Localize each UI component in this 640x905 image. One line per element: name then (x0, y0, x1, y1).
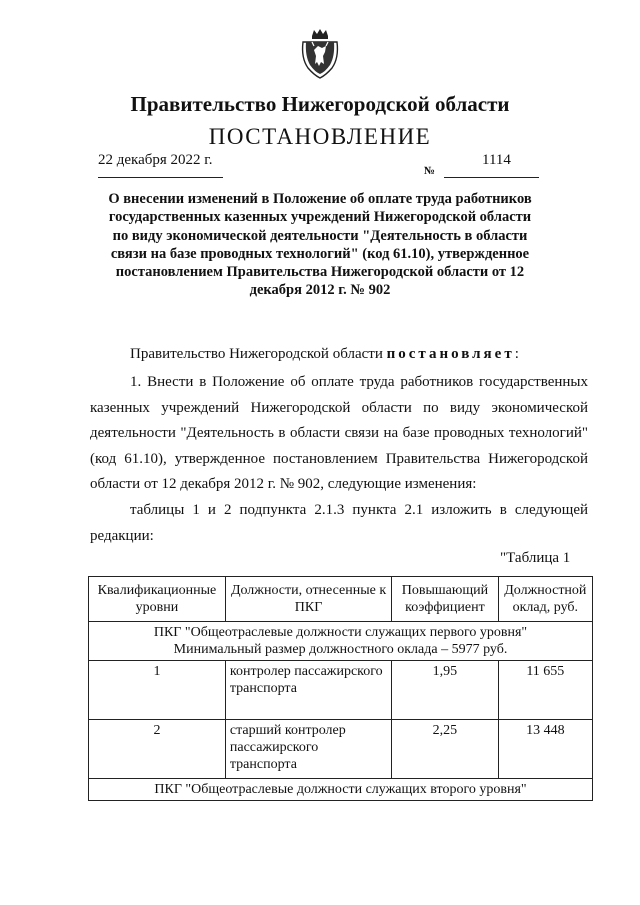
position-cell: контролер пассажирского транспорта (225, 661, 391, 720)
intro-suffix: : (514, 346, 519, 362)
document-date: 22 декабря 2022 г. (98, 152, 213, 168)
salary-cell: 11 655 (498, 661, 592, 720)
group-row (89, 622, 593, 661)
coefficient-cell: 1,95 (392, 661, 498, 720)
salary-table (88, 576, 593, 801)
number-sign: № (424, 165, 436, 177)
organization-name: Правительство Нижегородской области (130, 92, 510, 116)
group-2-cell: ПКГ "Общеотраслевые должности служащих второго уровня" (89, 779, 593, 801)
tables-change-paragraph: таблицы 1 и 2 подпункта 2.1.3 пункта 2.1 изложить в следующей редакции: (90, 502, 588, 544)
resolution-intro (130, 346, 519, 363)
document-number: 1114 (482, 152, 511, 168)
date-underline (98, 177, 223, 178)
item-1-paragraph: 1. Внести в Положение об оплате труда работников государственных казенных учреждений Нижегородской области по виду экономической деятельности "Деятельность в области связи на базе проводных технологий" (код 61.10), утвержденное постановлением Правительства Нижегородской области от 12 декабря 2012 г. № 902, следующие изменения: (90, 374, 588, 492)
salary-cell: 13 448 (498, 720, 592, 779)
table-row (89, 661, 593, 720)
position-cell: старший контролер пассажирского транспорта (225, 720, 391, 779)
intro-prefix: Правительство Нижегородской области (130, 346, 387, 362)
table-header-row (89, 577, 593, 622)
number-underline (444, 177, 539, 178)
intro-spaced-word: постановляет (386, 346, 515, 362)
level-cell: 2 (89, 720, 226, 779)
document-subject: О внесении изменений в Положение об оплате труда работников государственных казенных учреждений Нижегородской области по виду экономической деятельности "Деятельность в области связи на базе проводных технологий" (код 61.10), утвержденное постановлением Правительства Нижегородской области от 12 декабря 2012 г. № 902 (108, 191, 532, 299)
group-1-cell (89, 622, 593, 661)
group-1-title: ПКГ "Общеотраслевые должности служащих первого уровня" (153, 625, 528, 640)
table-label: "Таблица 1 (500, 550, 571, 566)
coat-of-arms-icon (300, 28, 340, 80)
group-1-min-salary: Минимальный размер должностного оклада – 5977 руб. (173, 642, 508, 657)
header-positions: Должности, отнесенные к ПКГ (225, 577, 391, 622)
header-levels: Квалификационные уровни (89, 577, 226, 622)
header-coefficient: Повышающий коэффициент (392, 577, 498, 622)
coefficient-cell: 2,25 (392, 720, 498, 779)
table-row (89, 720, 593, 779)
group-row (89, 779, 593, 801)
level-cell: 1 (89, 661, 226, 720)
document-type: ПОСТАНОВЛЕНИЕ (208, 124, 432, 149)
header-salary: Должностной оклад, руб. (498, 577, 592, 622)
